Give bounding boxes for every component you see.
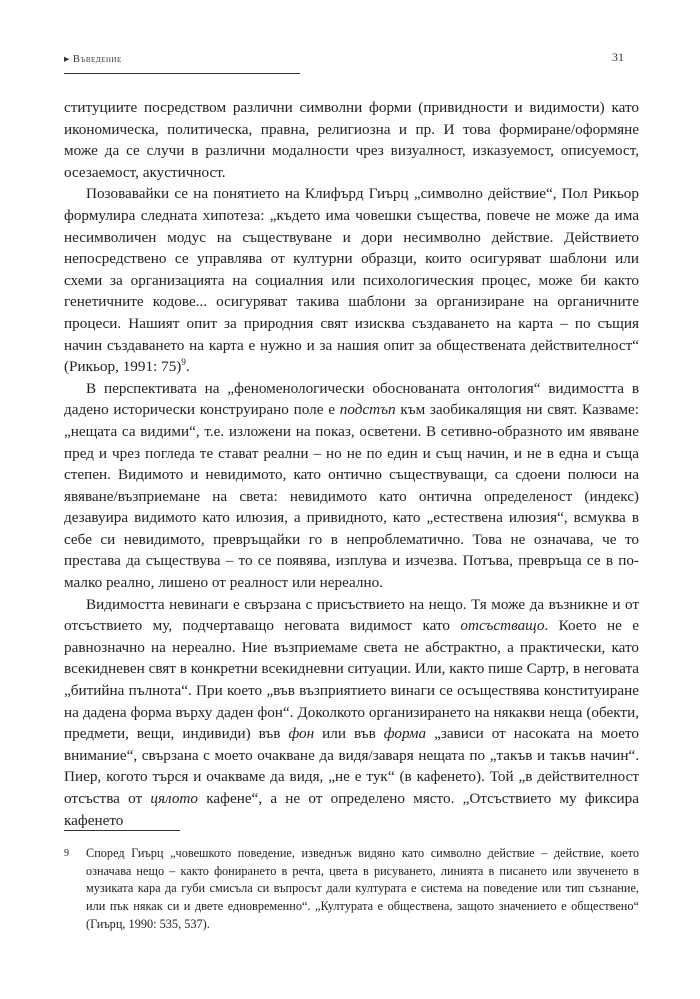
emphasis-tsyaloto: цялото xyxy=(150,790,198,807)
running-head xyxy=(64,53,122,65)
paragraph-4-text-c: или във xyxy=(314,725,384,743)
emphasis-podstap: подстъп xyxy=(339,401,396,419)
emphasis-otsastvashto: отсъстващо xyxy=(460,617,545,635)
footnote-number: 9 xyxy=(64,848,69,859)
paragraph-3-text-a: В перспективата на „феноменологически обоснованата онтология“ видимостта в дадено исторически конструирано поле е xyxy=(64,379,639,419)
paragraph-4-text-a: Видимостта невинаги е свързана с присъствието на нещо. Тя може да възникне и от отсъствието му, подчертаващо неговата видимост като xyxy=(64,595,639,635)
footnote-text: Според Гиърц „човешкото поведение, изведнъж видяно като символно действие – действие, което означава нещо – както фонирането в речта, цвета в рисуването, линията в писането или звученето в музиката кара да губи смисъла си въпросът дали културата е система на поведение или тип съзнание, или пък някак си и двете едновременно“. „Културата е обществена, защото значението е обществено“ (Гиърц, 1990: 535, 537). xyxy=(86,846,639,931)
section-title: Въведение xyxy=(72,54,122,65)
paragraph-2-end: . xyxy=(185,358,190,376)
paragraph-4 xyxy=(64,594,639,832)
paragraph-2-text: Позовавайки се на понятието на Клифърд Гиърц „символно действие“, Пол Рикьор формулира следната хипотеза: „където има човешки същества, повече не може да има несимволичен модус на съществуване и дори несимволно действие. Действието непосредствено се управлява от културни образци, които осигуряват шаблони или схеми за организацията на социалния или психологическия процес, може би както генетичните кодове... осигуряват такива шаблони за организиране на органичните процеси. Нашият опит за природния свят изисква създаването на карта – по същия начин създаването на карта е нужно и за нашия опит за обществената действителност“ (Рикьор, 1991: 75) xyxy=(64,185,639,376)
paragraph-3 xyxy=(64,378,639,594)
paragraph-4-text-e: кафене“, а не от определено място. „Отсъствието му фиксира кафенето xyxy=(64,790,639,829)
footnote-rule xyxy=(64,830,180,831)
header-rule xyxy=(64,73,300,74)
paragraph-2 xyxy=(64,183,639,377)
emphasis-fon: фон xyxy=(288,725,315,743)
emphasis-forma: форма xyxy=(383,725,427,743)
paragraph-4-text-b: . Което не е равнозначно на нереално. Ние възприемаме света не абстрактно, а практически, като всекидневен свят в конкретни всекидневни ситуации. Или, както пише Сартр, в неговата „битийна пълнота“. При което „във възприятието винаги се осъществява конституиране на дадена форма върху даден фон“. Доколкото организирането на някакви неща (обекти, предмети, вещи, индивиди) във xyxy=(64,617,640,743)
footnote-ref: 9 xyxy=(181,357,186,368)
paragraph-1: ституциите посредством различни символни форми (привидности и видимости) като икономическа, политическа, правна, религиозна и пр. И това формиране/оформяне може да се случи в различни модалности чрез визуалност, изказуемост, описуемост, осезаемост, акустичност. xyxy=(64,99,639,181)
body-text xyxy=(64,97,639,831)
paragraph-3-text-b: към заобикалящия ни свят. Казваме: „нещата са видими“, т.е. изложени на показ, осветени. В сетивно-образното им явяване пред и чрез погледа те стават реални – но не по един и същ начин, и не в една и съща степен. Видимото и невидимото, като онтично съществуващи, са сдоени полюси на явяване/възприемане на света: невидимото като онтична определеност (индекс) дезавуира видимото като илюзия, а привидното, като „естествена илюзия“, всмуква в себе си невидимото, превръщайки го в непроблематично. Това не означава, че то престава да съществува – то се появява, изплува и изчезва. Потъва, превръща се в по-малко реално, лишено от реалност или нереално. xyxy=(64,401,639,592)
page-number: 31 xyxy=(612,50,624,64)
section-marker-icon: ▸ xyxy=(64,54,70,65)
footnote xyxy=(64,845,639,934)
paragraph-4-text-d: „зависи от насоката на моето внимание“, свързана с моето очакване да видя/заваря нещата по „такъв и такъв начин“. Пиер, когото търся и очакваме да видя, „не е тук“ (в кафенето). Той „в действителност отсъства от xyxy=(64,725,640,807)
